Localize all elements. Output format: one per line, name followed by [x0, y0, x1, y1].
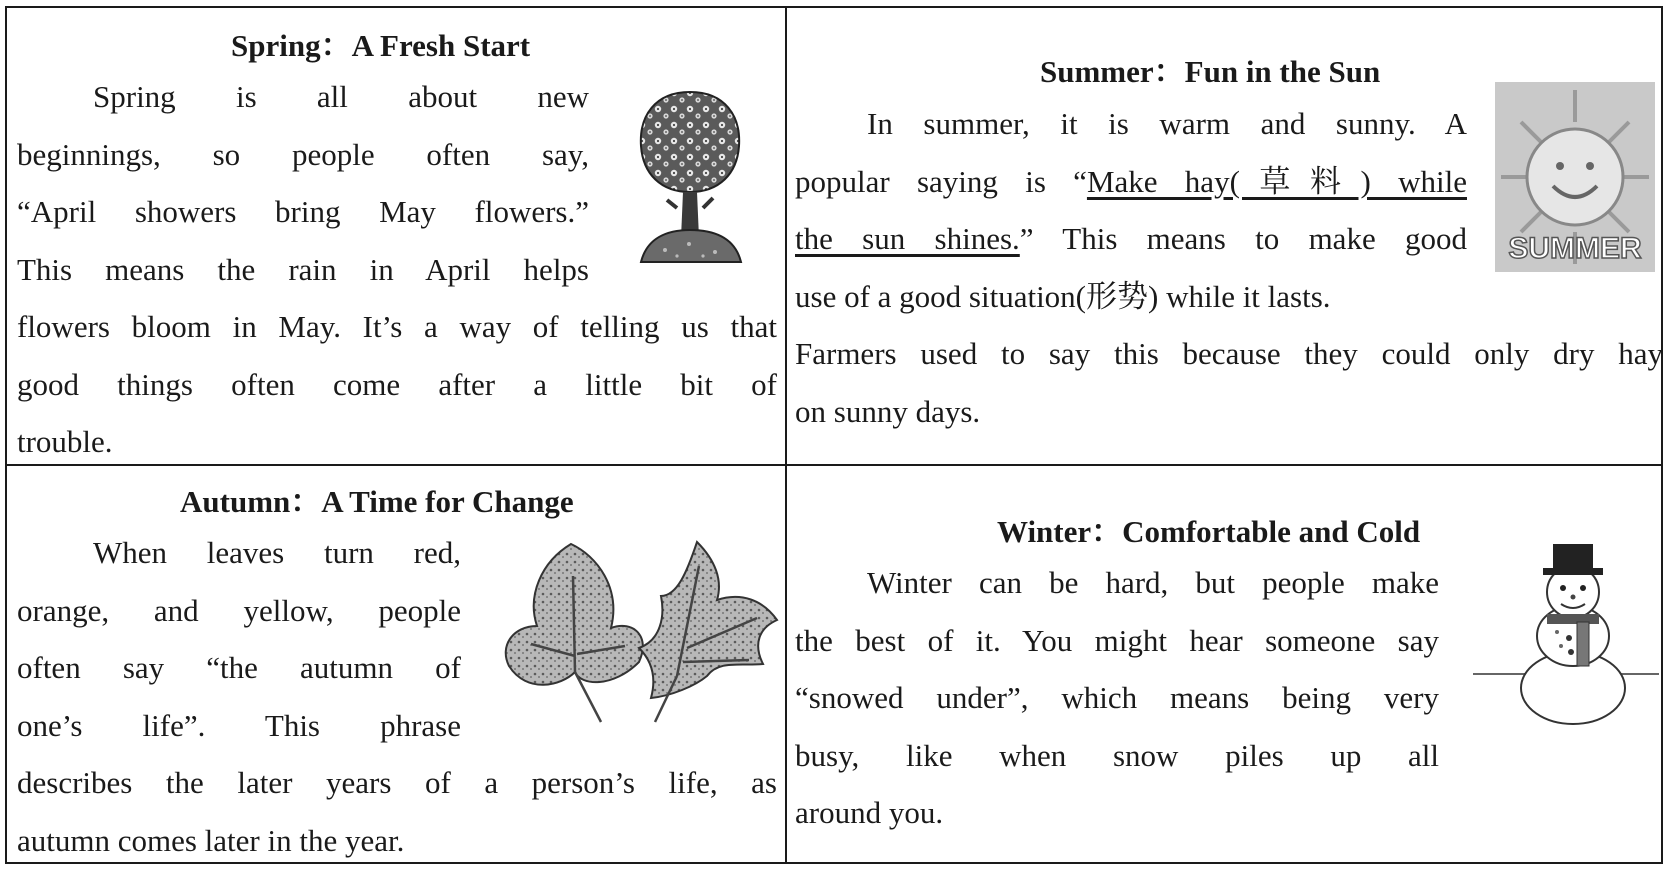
autumn-line-1: When leaves turn red, [93, 535, 461, 570]
seasons-table [5, 6, 1663, 864]
spring-line-7: trouble. [17, 424, 113, 459]
autumn-leaves-image [501, 536, 783, 726]
summer-line-2-start: popular saying is “ [795, 163, 1087, 199]
spring-title: Spring：A Fresh Start [231, 28, 531, 63]
autumn-line-5: describes the later years of a person’s life, as [17, 765, 777, 800]
spring-line-5: flowers bloom in May. It’s a way of telling us that [17, 309, 777, 344]
summer-title: Summer：Fun in the Sun [1040, 54, 1381, 89]
winter-line-5: around you. [795, 795, 944, 830]
snowman-image [1473, 538, 1659, 730]
blossom-tree-image [637, 88, 743, 266]
autumn-paragraph-top [17, 524, 461, 754]
summer-saying-part-2: the sun shines. [795, 221, 1020, 256]
spring-line-2: beginnings, so people often say, [17, 136, 589, 172]
summer-line-1: In summer, it is warm and sunny. A [867, 106, 1467, 141]
winter-paragraph [795, 554, 1439, 842]
summer-line-2 [795, 153, 1467, 211]
autumn-line-6: autumn comes later in the year. [17, 822, 405, 858]
winter-title: Winter：Comfortable and Cold [997, 514, 1421, 549]
summer-paragraph-top [795, 95, 1467, 325]
spring-line-1: Spring is all about new [93, 79, 589, 114]
spring-line-3: “April showers bring May flowers.” [17, 194, 589, 229]
summer-line-4: use of a good situation(形势) while it lasts. [795, 278, 1331, 314]
summer-line-5: Farmers used to say this because they could only dry hay [795, 336, 1663, 371]
winter-line-3: “snowed under”, which means being very [795, 680, 1439, 715]
winter-line-4: busy, like when snow piles up all [795, 737, 1439, 773]
autumn-line-3: often say “the autumn of [17, 650, 461, 685]
spring-line-4: This means the rain in April helps [17, 251, 589, 287]
summer-line-3-end: ” This means to make good [1019, 221, 1467, 256]
summer-line-3 [795, 210, 1467, 268]
autumn-title: Autumn：A Time for Change [180, 484, 574, 519]
summer-sun-image [1495, 82, 1655, 272]
spring-paragraph-top [17, 68, 589, 298]
winter-line-1: Winter can be hard, but people make [867, 565, 1439, 600]
autumn-line-2: orange, and yellow, people [17, 592, 461, 628]
summer-saying-part-1: Make hay(草料) while [1086, 163, 1467, 199]
winter-line-2: the best of it. You might hear someone say [795, 622, 1439, 658]
spring-line-6: good things often come after a little bit of [17, 366, 777, 402]
autumn-paragraph-bottom [17, 754, 777, 869]
summer-line-6: on sunny days. [795, 393, 981, 429]
column-divider [785, 8, 787, 862]
spring-paragraph-bottom [17, 298, 777, 471]
summer-image-label: SUMMER [1508, 232, 1642, 265]
summer-paragraph-bottom [795, 325, 1663, 440]
autumn-line-4: one’s life”. This phrase [17, 707, 461, 743]
